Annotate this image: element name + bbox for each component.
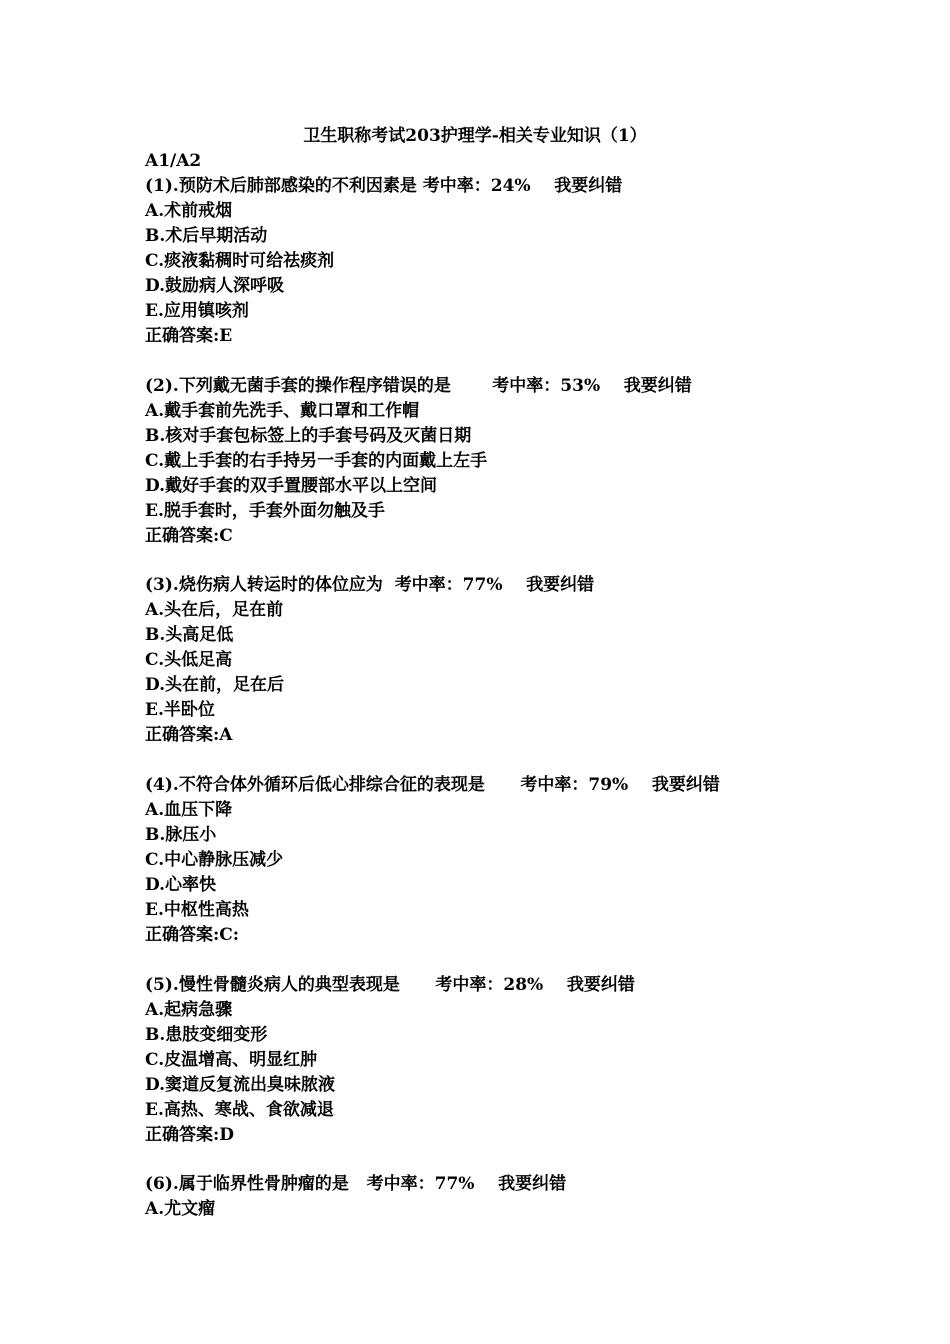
pass-rate: 考中率：79% — [520, 775, 629, 796]
option-item: D.窦道反复流出臭味脓液 — [145, 1074, 336, 1095]
question-stem: (6).属于临界性骨肿瘤的是 — [145, 1174, 349, 1195]
question-gap — [485, 775, 521, 795]
option-item: E.中枢性高热 — [145, 900, 249, 921]
option-item: E.高热、寒战、食欲减退 — [145, 1099, 334, 1120]
report-error-link[interactable]: 我要纠错 — [651, 775, 720, 796]
question-block — [145, 374, 865, 574]
pass-rate: 考中率：24% — [422, 176, 531, 196]
option-item: B.头高足低 — [145, 625, 234, 646]
correct-answer: 正确答案:C: — [145, 925, 240, 946]
document-title: 卫生职称考试203护理学-相关专业知识（1） — [303, 126, 647, 146]
question-header — [145, 573, 865, 598]
report-error-link[interactable]: 我要纠错 — [498, 1174, 567, 1195]
report-error-link[interactable]: 我要纠错 — [623, 375, 692, 396]
spacer — [145, 1148, 865, 1173]
pass-rate: 考中率：53% — [492, 375, 601, 396]
option-item: D.戴好手套的双手置腰部水平以上空间 — [145, 475, 438, 496]
question-block — [145, 773, 865, 973]
spacer — [145, 549, 865, 574]
spacer — [145, 948, 865, 973]
question-block — [145, 573, 865, 773]
question-block — [145, 973, 865, 1173]
option-item: C.痰液黏稠时可给祛痰剂 — [145, 251, 335, 271]
option-item: A.头在后，足在前 — [145, 600, 284, 621]
option-item: C.皮温增高、明显红肿 — [145, 1049, 318, 1070]
option-item: B.患肢变细变形 — [145, 1024, 268, 1045]
question-stem: (2).下列戴无菌手套的操作程序错误的是 — [145, 375, 451, 396]
question-gap — [400, 975, 436, 995]
option-item: B.术后早期活动 — [145, 226, 268, 246]
option-item: C.头低足高 — [145, 650, 233, 671]
option-item: C.戴上手套的右手持另一手套的内面戴上左手 — [145, 450, 488, 471]
document-content — [145, 149, 865, 1222]
correct-answer: 正确答案:D — [145, 1124, 235, 1145]
question-gap — [383, 575, 395, 595]
spacer — [145, 748, 865, 773]
pass-rate: 考中率：28% — [435, 974, 544, 995]
option-item: A.起病急骤 — [145, 999, 233, 1020]
report-error-link[interactable]: 我要纠错 — [554, 176, 623, 196]
correct-answer: 正确答案:C — [145, 525, 233, 546]
question-header — [145, 773, 865, 798]
option-item: D.心率快 — [145, 875, 217, 896]
option-item: D.头在前，足在后 — [145, 675, 285, 696]
question-block — [145, 174, 865, 374]
option-item: B.脉压小 — [145, 825, 217, 846]
option-item: E.应用镇咳剂 — [145, 301, 249, 321]
question-header — [145, 174, 865, 199]
option-item: B.核对手套包标签上的手套号码及灭菌日期 — [145, 425, 472, 446]
option-item: E.脱手套时，手套外面勿触及手 — [145, 500, 385, 521]
question-stem: (5).慢性骨髓炎病人的典型表现是 — [145, 974, 400, 995]
option-item: E.半卧位 — [145, 700, 215, 721]
spacer — [145, 349, 865, 374]
option-item: A.戴手套前先洗手、戴口罩和工作帽 — [145, 400, 420, 421]
section-heading: A1/A2 — [145, 151, 202, 171]
question-stem: (3).烧伤病人转运时的体位应为 — [145, 575, 383, 596]
option-item: D.鼓励病人深呼吸 — [145, 276, 285, 296]
question-block — [145, 1172, 865, 1222]
option-item: C.中心静脉压减少 — [145, 850, 284, 871]
pass-rate: 考中率：77% — [394, 575, 503, 596]
option-item: A.尤文瘤 — [145, 1199, 216, 1220]
question-stem: (4).不符合体外循环后低心排综合征的表现是 — [145, 775, 485, 796]
option-item: A.术前戒烟 — [145, 201, 233, 221]
report-error-link[interactable]: 我要纠错 — [526, 575, 595, 596]
question-gap — [451, 376, 492, 396]
correct-answer: 正确答案:A — [145, 725, 233, 746]
question-header — [145, 973, 865, 998]
question-gap — [349, 1174, 367, 1194]
question-header — [145, 1172, 865, 1197]
correct-answer: 正确答案:E — [145, 326, 233, 346]
question-header — [145, 374, 865, 399]
question-stem: (1).预防术后肺部感染的不利因素是 — [145, 176, 417, 196]
option-item: A.血压下降 — [145, 800, 233, 821]
pass-rate: 考中率：77% — [366, 1174, 475, 1195]
report-error-link[interactable]: 我要纠错 — [566, 974, 635, 995]
